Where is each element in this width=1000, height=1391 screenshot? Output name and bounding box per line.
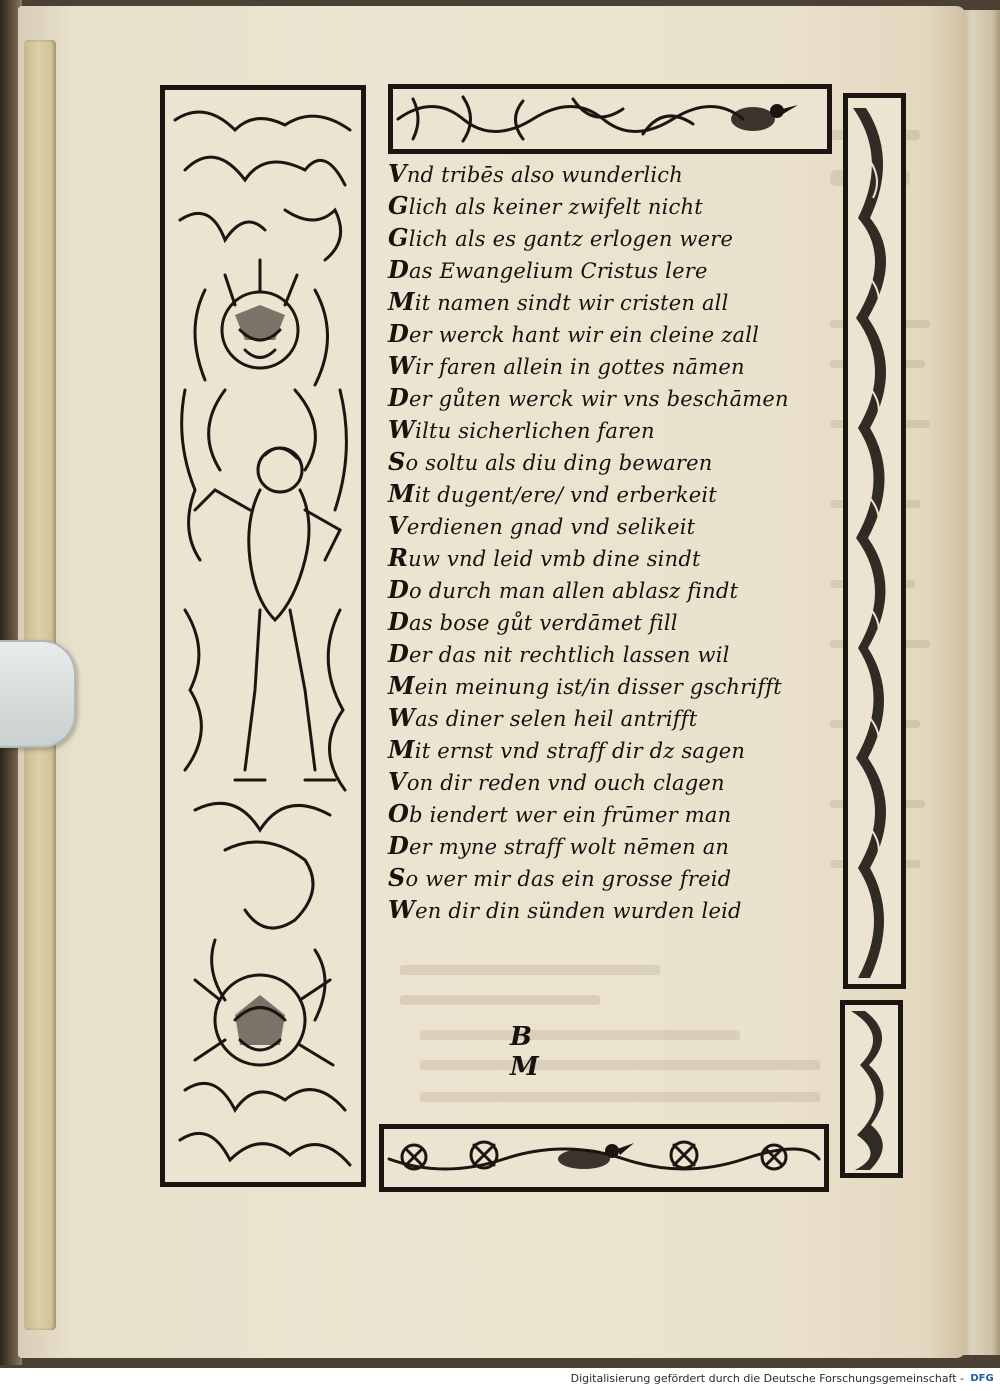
footer-bar: [0, 1368, 1000, 1391]
verse-line: So soltu als diu ding bewaren: [388, 447, 713, 476]
verse-line: Mit namen sindt wir cristen all: [388, 287, 729, 316]
top-ornament-band: [388, 84, 832, 154]
poem-verse: [388, 158, 833, 926]
flower-bird-ornament: [384, 1129, 824, 1187]
verse-line: Do durch man allen ablasz findt: [388, 575, 739, 604]
initial-m: M: [510, 1052, 539, 1082]
verse-line: Das bose gůt verdāmet fill: [388, 607, 678, 636]
right-lower-woodcut: [840, 1000, 903, 1178]
left-woodcut-border: [160, 85, 366, 1187]
verse-line: Wir faren allein in gottes nāmen: [388, 351, 745, 380]
bird-icon: [731, 104, 798, 131]
bird-icon: [558, 1143, 634, 1169]
verse-line: Ruw vnd leid vmb dine sindt: [388, 543, 701, 572]
verse-line: Mein meinung ist/in disser gschrifft: [388, 671, 782, 700]
verse-line: Der myne straff wolt nēmen an: [388, 831, 730, 860]
bottom-ornament-band: [379, 1124, 829, 1192]
verse-line: Was diner selen heil antrifft: [388, 703, 698, 732]
verse-line: Der gůten werck wir vns beschāmen: [388, 383, 789, 412]
leaf-ornament: [845, 1005, 898, 1173]
verse-line: So wer mir das ein grosse freid: [388, 863, 732, 892]
verse-line: Wen dir din sünden wurden leid: [388, 895, 742, 924]
verse-line: Von dir reden vnd ouch clagen: [388, 767, 725, 796]
woodcut-figure-illustration: [165, 90, 361, 1182]
verse-line: Mit dugent/ere/ vnd erberkeit: [388, 479, 717, 508]
verse-line: Mit ernst vnd straff dir dz sagen: [388, 735, 746, 764]
verse-line: Der werck hant wir ein cleine zall: [388, 319, 760, 348]
verse-line: Der das nit rechtlich lassen wil: [388, 639, 730, 668]
digitization-credit: Digitalisierung gefördert durch die Deutsche Forschungsgemeinschaft -: [570, 1372, 964, 1385]
verse-line: Ob iendert wer ein frūmer man: [388, 799, 732, 828]
verse-line: Verdienen gnad vnd selikeit: [388, 511, 696, 540]
right-woodcut-border: [843, 93, 906, 989]
acanthus-leaf-ornament: [848, 98, 901, 984]
vine-ornament: [393, 89, 827, 149]
dfg-logo: DFG: [970, 1373, 994, 1384]
verse-line: Glich als es gantz erlogen were: [388, 223, 734, 252]
verse-line: Das Ewangelium Cristus lere: [388, 255, 708, 284]
printer-initials: [510, 1022, 660, 1082]
initial-b: B: [510, 1022, 532, 1052]
verse-line: Vnd tribēs also wunderlich: [388, 159, 683, 188]
verse-line: Wiltu sicherlichen faren: [388, 415, 655, 444]
verse-line: Glich als keiner zwifelt nicht: [388, 191, 703, 220]
